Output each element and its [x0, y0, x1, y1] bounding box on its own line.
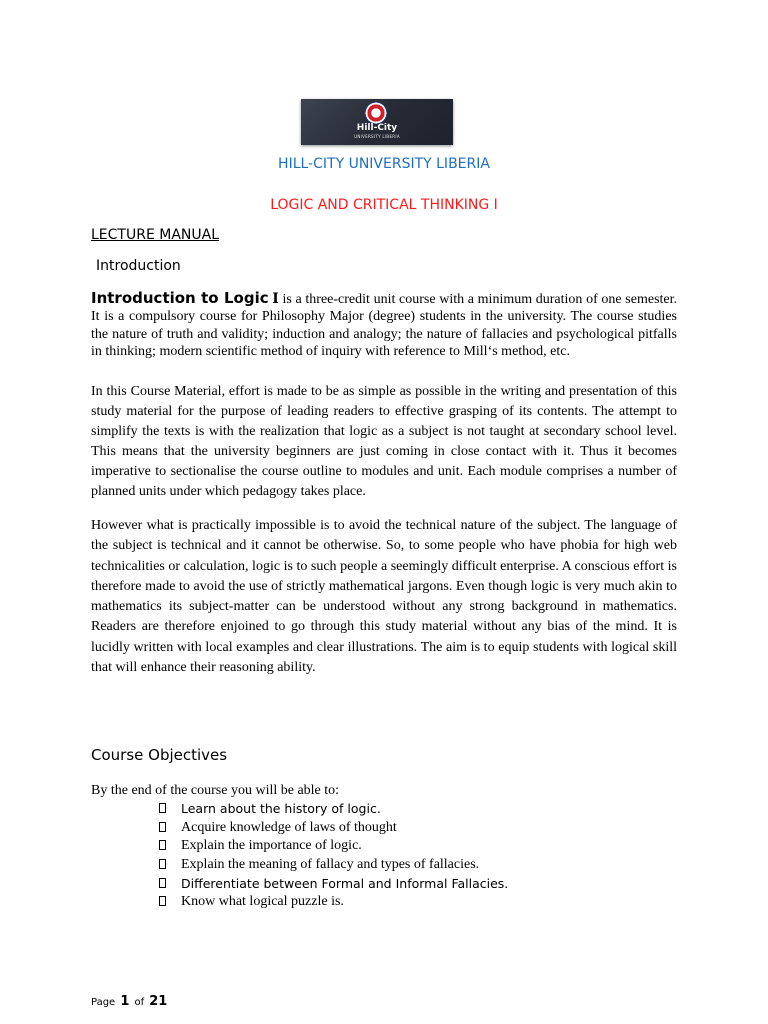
bullet-box-icon	[159, 859, 166, 869]
university-name: HILL-CITY UNIVERSITY LIBERIA	[278, 156, 490, 172]
objectives-heading: Course Objectives	[91, 746, 228, 764]
list-item	[0, 855, 768, 874]
bullet-box-icon	[159, 896, 166, 906]
course-title: LOGIC AND CRITICAL THINKING I	[270, 197, 498, 213]
body-paragraph: In this Course Material, effort is made to be as simple as possible in the writing and presentation of this study material for the purpose of leading readers to effective grasping of its contents. The attempt to simplify the texts is with the realization that logic as a subject is not taught at secondary school level. This means that the university beginners are just coming in close contact with it. Thus it becomes imperative to sectionalise the course outline to modules and unit. Each module comprises a number of planned units under which pedagogy takes place.	[91, 384, 677, 500]
bullet-box-icon	[159, 822, 166, 832]
objective-text: Explain the importance of logic.	[181, 838, 362, 854]
bullet-box-icon	[159, 803, 166, 813]
total-pages: 21	[149, 994, 168, 1009]
university-logo	[301, 99, 453, 145]
page-label: Page	[91, 997, 116, 1008]
list-item	[0, 818, 768, 837]
objective-text: Learn about the history of logic.	[181, 801, 381, 816]
objective-text: Explain the meaning of fallacy and types of fallacies.	[181, 857, 480, 873]
body-paragraph: However what is practically impossible is to avoid the technical nature of the subject. The language of the subject is technical and it cannot be otherwise. So, to some people who have phobia for high web technicalities or calculation, logic is to such people a seemingly difficult enterprise. A conscious effort is therefore made to avoid the use of strictly mathematical jargons. Even though logic is very much akin to mathematics its subject-matter can be understood without any strong background in mathematics. Readers are therefore enjoined to go through this study material without any bias of the mind. It is lucidly written with local examples and clear illustrations. The aim is to equip students with logical skill that will enhance their reasoning ability.	[91, 518, 677, 676]
logo-text: Hill-City	[356, 123, 398, 133]
list-item	[0, 836, 768, 855]
objectives-list	[0, 799, 768, 911]
logo-subtext: UNIVERSITY LIBERIA	[354, 134, 400, 139]
lecture-manual-label: LECTURE MANUAL	[91, 227, 219, 243]
objective-text: Differentiate between Formal and Informal Fallacies.	[181, 875, 509, 891]
of-label: of	[134, 997, 145, 1008]
seal-icon	[365, 102, 387, 124]
intro-lead: Introduction to Logic	[91, 289, 269, 307]
intro-body: is a three-credit unit course with a minimum duration of one semester. It is a compulsory course for Philosophy Major (degree) students in the university. The course studies the nature of truth and validity; induction and analogy; the nature of fallacies and psychological pitfalls in thinking; modern scientific method of inquiry with reference to Mill‘s method, etc.	[91, 292, 678, 359]
bullet-box-icon	[159, 840, 166, 850]
list-item	[0, 799, 768, 818]
intro-paragraph	[91, 290, 677, 360]
section-heading-introduction: Introduction	[96, 258, 181, 274]
page-number: 1	[120, 994, 130, 1009]
objectives-lead-in: By the end of the course you will be able to:	[91, 783, 340, 798]
intro-lead-suffix: I	[272, 291, 279, 307]
objective-text: Acquire knowledge of laws of thought	[181, 819, 397, 835]
bullet-box-icon	[159, 878, 166, 888]
list-item	[0, 874, 768, 893]
page-footer	[91, 990, 167, 1009]
objective-text: Know what logical puzzle is.	[181, 894, 344, 910]
list-item	[0, 892, 768, 911]
